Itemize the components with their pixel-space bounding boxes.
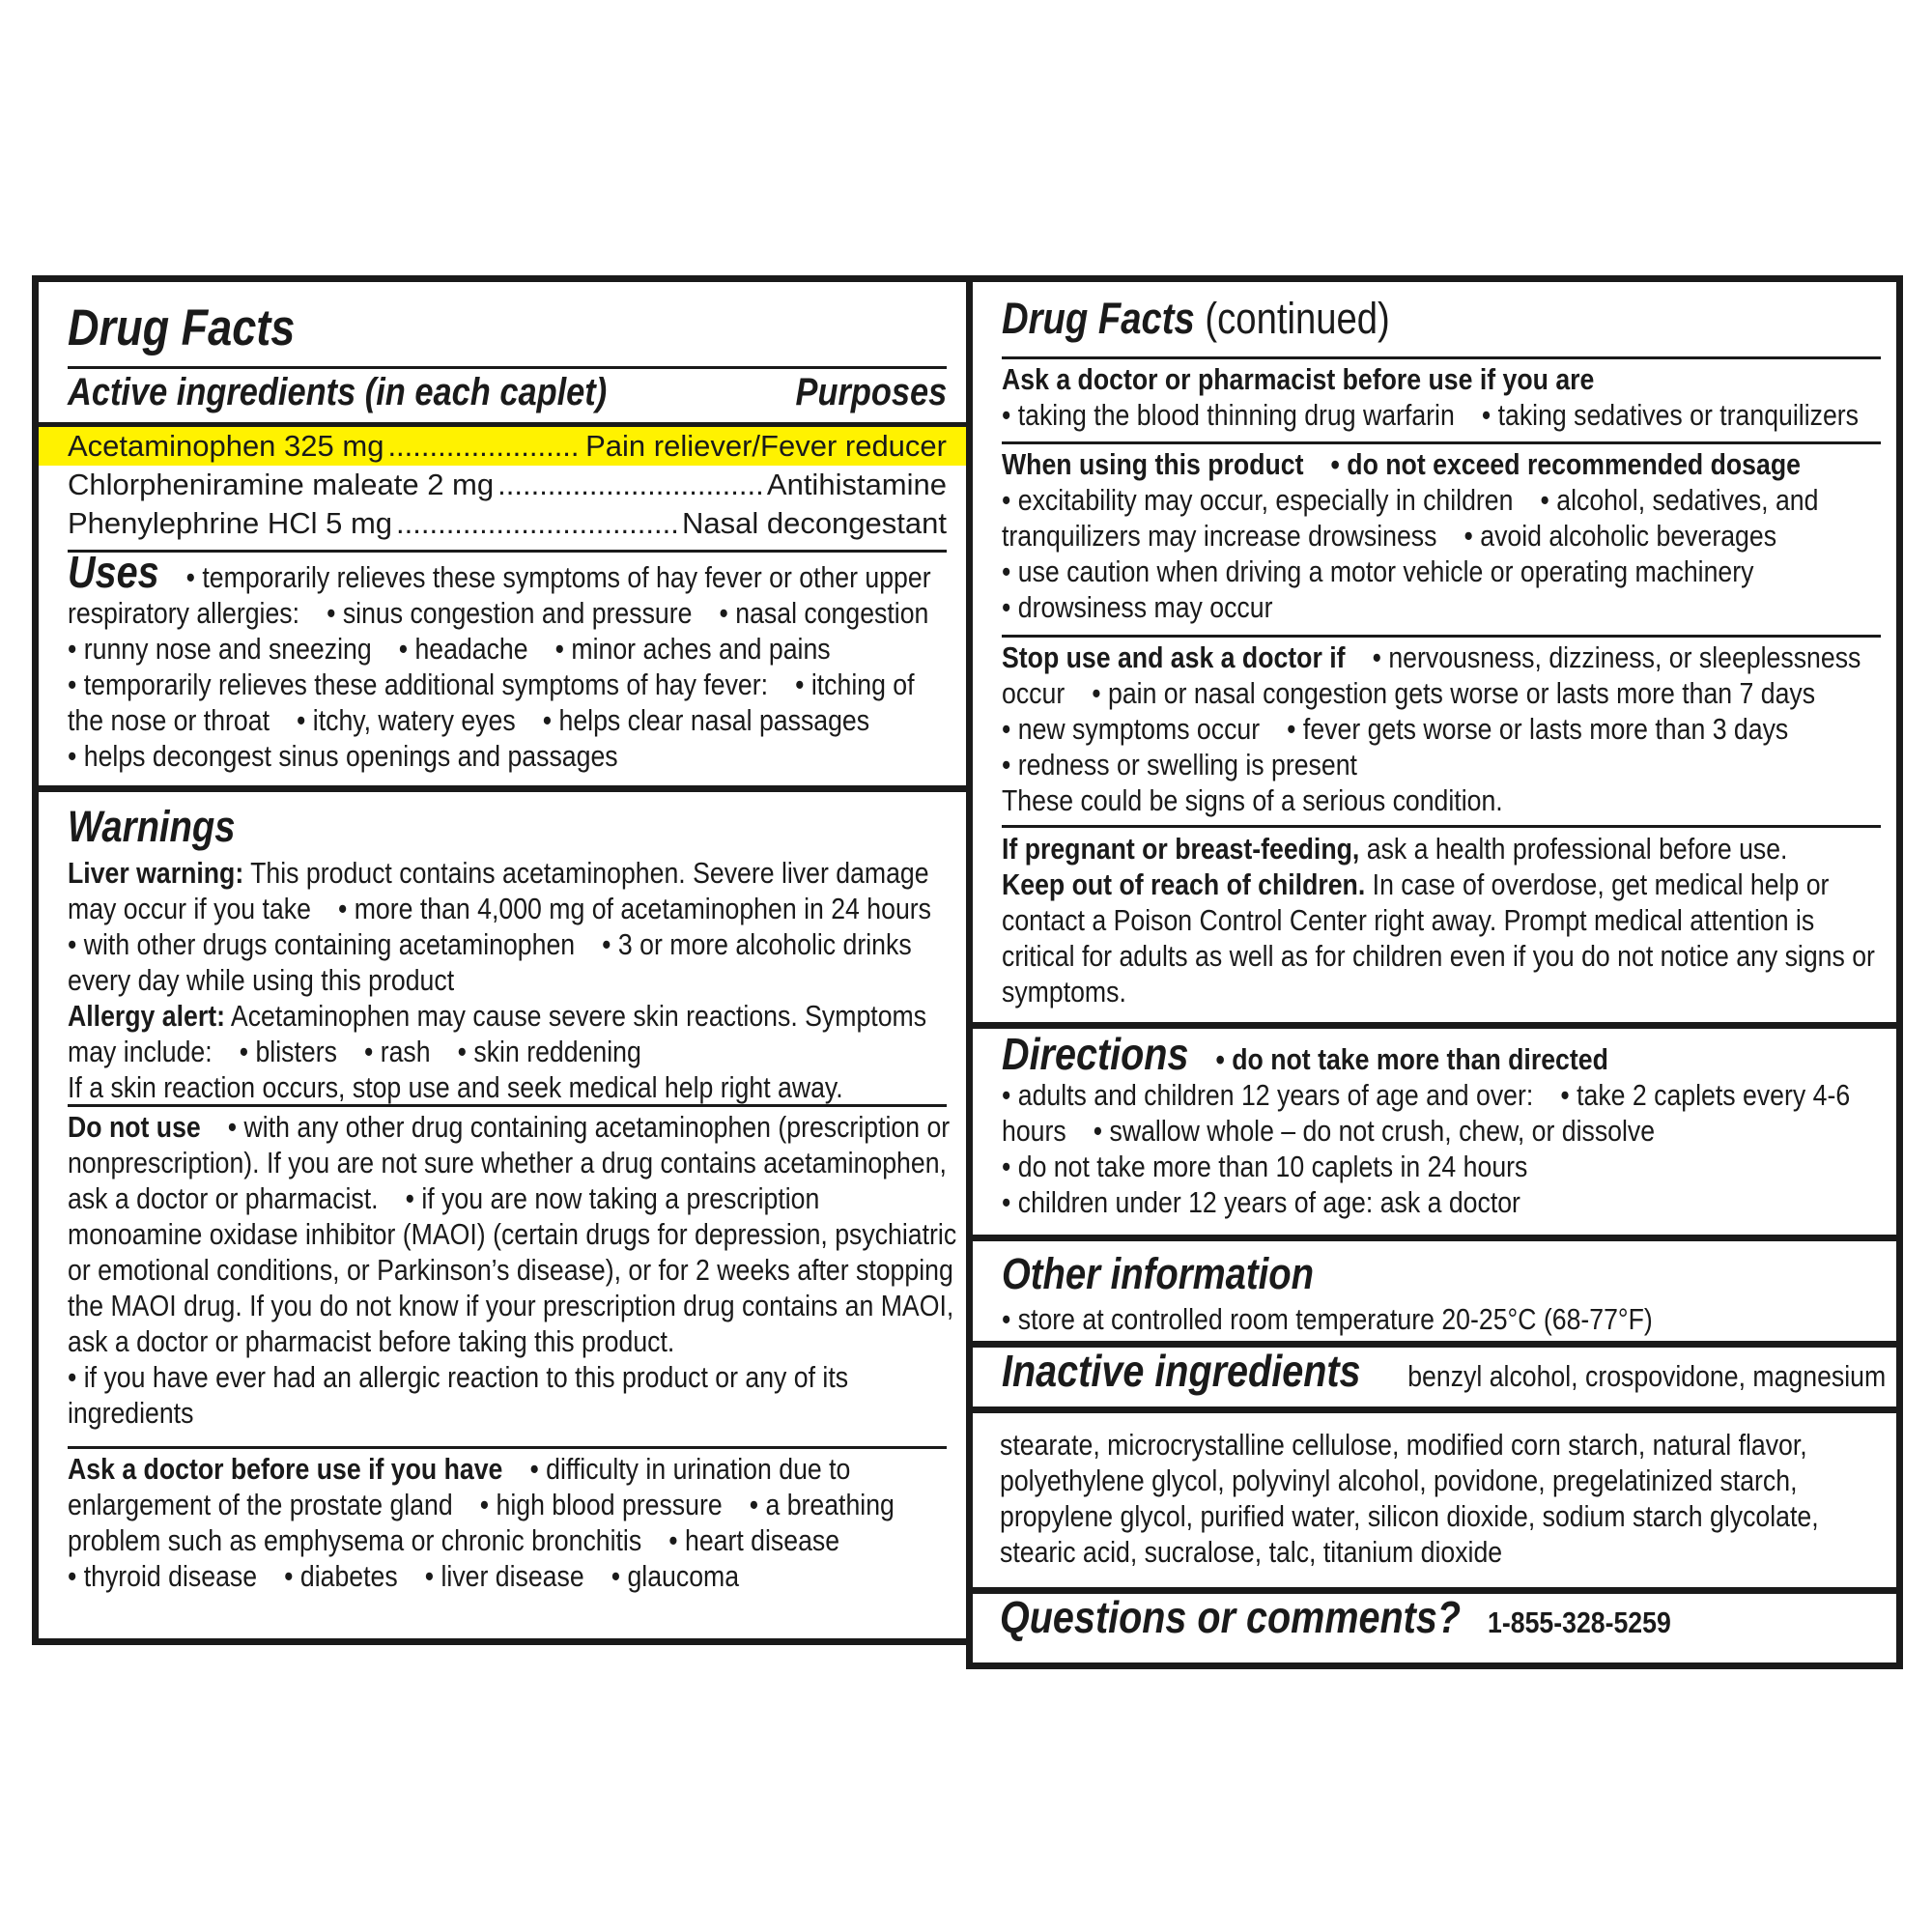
stop-use-label: Stop use and ask a doctor if	[1002, 640, 1346, 674]
do-not-use-label: Do not use	[68, 1110, 201, 1144]
warning-item: • pain or nasal congestion gets worse or lasts more than 7 days	[1092, 676, 1815, 710]
warning-item: • with any other drug containing acetaminophen (prescription or nonprescription). If you are not sure whether a drug contains acetaminophen, ask a doctor or pharmacist.	[68, 1110, 950, 1215]
ask-doctor-section	[68, 1451, 956, 1594]
divider	[68, 550, 947, 553]
warning-item: • 3 or more alcoholic drinks every day while using this product	[68, 927, 912, 997]
warning-item: • do not exceed recommended dosage	[1331, 447, 1801, 481]
questions-title: Questions or comments?	[1000, 1592, 1462, 1642]
direction-item: • take 2 caplets every 4-6 hours	[1002, 1078, 1850, 1148]
allergy-alert	[68, 998, 956, 1105]
ingredient-row	[39, 427, 967, 466]
divider	[68, 1446, 947, 1449]
pregnancy-label: If pregnant or breast-feeding,	[1002, 832, 1360, 866]
uses-item: • headache	[399, 632, 528, 666]
serious-condition-note: These could be signs of a serious condition.	[1002, 783, 1503, 817]
uses-item: • temporarily relieves these additional symptoms of hay fever:	[68, 668, 768, 701]
purposes-header: Purposes	[795, 371, 947, 413]
other-info-panel	[966, 1235, 1903, 1348]
continued-label: (continued)	[1205, 294, 1390, 343]
other-info-title: Other information	[1002, 1249, 1314, 1298]
allergy-alert-label: Allergy alert:	[68, 999, 225, 1033]
divider	[68, 1104, 947, 1107]
allergy-alert-text: Acetaminophen may cause severe skin reactions. Symptoms may include:	[68, 999, 927, 1068]
allergy-alert-text: If a skin reaction occurs, stop use and seek medical help right away.	[68, 1070, 843, 1104]
left-top-panel	[32, 275, 974, 792]
warning-item: • nervousness, dizziness, or sleeplessness occur	[1002, 640, 1861, 710]
divider	[1002, 825, 1881, 828]
active-ingredients-header: Active ingredients (in each caplet)	[68, 371, 608, 413]
ingredient-purpose: Antihistamine	[766, 468, 947, 501]
when-using-label: When using this product	[1002, 447, 1304, 481]
warning-item: • if you have ever had an allergic reaction to this product or any of its ingredients	[68, 1360, 848, 1430]
ask-pharmacist-section	[1002, 361, 1890, 433]
directions-section	[1002, 1029, 1890, 1220]
uses-item: • nasal congestion	[720, 596, 929, 630]
uses-item: • minor aches and pains	[555, 632, 831, 666]
when-using-section	[1002, 446, 1890, 625]
direction-item: • adults and children 12 years of age and over:	[1002, 1078, 1533, 1112]
other-info-item: • store at controlled room temperature 20-25°C (68-77°F)	[1002, 1302, 1653, 1336]
warning-item: • heart disease	[668, 1523, 839, 1557]
ingredient-row	[39, 466, 967, 504]
right-continued-panel	[966, 275, 1903, 1029]
uses-item: • helps decongest sinus openings and passages	[68, 739, 618, 773]
warning-item: • avoid alcoholic beverages	[1463, 519, 1776, 553]
warning-item: • with other drugs containing acetaminophen	[68, 927, 575, 961]
pregnancy-text: ask a health professional before use.	[1366, 832, 1788, 866]
uses-item: • sinus congestion and pressure	[327, 596, 692, 630]
warning-item: • fever gets worse or lasts more than 3 days	[1287, 712, 1788, 746]
uses-item: • itching of the nose or throat	[68, 668, 915, 737]
uses-item: • itchy, watery eyes	[297, 703, 516, 737]
uses-item: • helps clear nasal passages	[543, 703, 869, 737]
do-not-use-section	[68, 1109, 956, 1431]
drug-facts-title: Drug Facts	[68, 299, 296, 356]
ask-doctor-label: Ask a doctor before use if you have	[68, 1452, 503, 1486]
drug-facts-title: Drug Facts	[1002, 294, 1195, 343]
keep-out-text: In case of overdose, get medical help or contact a Poison Control Center right away. Prompt medical attention is critical for adults as well as for children even if you do not notice any signs or symptoms.	[1002, 867, 1875, 1009]
directions-panel	[966, 1022, 1903, 1241]
ingredient-purpose: Nasal decongestant	[681, 506, 947, 540]
inactive-header-panel	[966, 1341, 1903, 1413]
warning-item: • diabetes	[284, 1559, 398, 1593]
ask-pharmacist-label: Ask a doctor or pharmacist before use if you are	[1002, 362, 1595, 396]
inactive-header	[1002, 1346, 1890, 1396]
warning-item: • drowsiness may occur	[1002, 590, 1272, 624]
warning-item: • taking the blood thinning drug warfarin	[1002, 398, 1455, 432]
ingredient-name: Acetaminophen 325 mg	[68, 429, 384, 463]
warning-item: • skin reddening	[458, 1035, 641, 1068]
other-info-text-wrap	[1002, 1301, 1890, 1337]
direction-item: • swallow whole – do not crush, chew, or dissolve	[1094, 1114, 1655, 1148]
inactive-title: Inactive ingredients	[1002, 1346, 1361, 1396]
keep-out-label: Keep out of reach of children.	[1002, 867, 1366, 901]
stop-use-section	[1002, 639, 1890, 818]
questions-row	[1000, 1592, 1889, 1642]
directions-title: Directions	[1002, 1029, 1189, 1079]
warning-item: • new symptoms occur	[1002, 712, 1260, 746]
warning-item: • a breathing problem such as emphysema or chronic bronchitis	[68, 1488, 895, 1557]
questions-panel	[966, 1587, 1903, 1669]
direction-item: • do not take more than directed	[1216, 1042, 1608, 1076]
warning-item: • thyroid disease	[68, 1559, 257, 1593]
liver-warning-label: Liver warning:	[68, 856, 244, 890]
divider	[68, 366, 947, 369]
direction-item: • children under 12 years of age: ask a doctor	[1002, 1185, 1520, 1219]
inactive-text: stearate, microcrystalline cellulose, modified corn starch, natural flavor, polyethylene glycol, polyvinyl alcohol, povidone, pregelatinized starch, propylene glycol, purified water, silicon dioxide, sodium starch glycolate, stearic acid, sucralose, talc, titanium dioxide	[1000, 1428, 1819, 1569]
warning-item: • use caution when driving a motor vehicle or operating machinery	[1002, 554, 1753, 588]
inactive-list-panel	[966, 1406, 1903, 1594]
liver-warning	[68, 855, 956, 998]
warning-item: • rash	[364, 1035, 431, 1068]
ingredient-row	[39, 504, 967, 543]
ingredient-name: Phenylephrine HCl 5 mg	[68, 506, 393, 540]
inactive-list	[1000, 1427, 1889, 1570]
warning-item: • taking sedatives or tranquilizers	[1482, 398, 1859, 432]
direction-item: • do not take more than 10 caplets in 24 hours	[1002, 1150, 1527, 1183]
warning-item: • alcohol, sedatives, and tranquilizers may increase drowsiness	[1002, 483, 1818, 553]
warning-item: • more than 4,000 mg of acetaminophen in 24 hours	[338, 892, 931, 925]
pregnancy-section	[1002, 831, 1890, 1009]
warning-item: • if you are now taking a prescription monoamine oxidase inhibitor (MAOI) (certain drugs for depression, psychiatric or emotional conditions, or Parkinson’s disease), or for 2 weeks after stopping the MAOI drug. If you do not know if your prescription drug contains an MAOI, ask a doctor or pharmacist before taking this product.	[68, 1181, 956, 1358]
uses-title: Uses	[68, 547, 159, 597]
left-warnings-panel	[32, 785, 974, 1645]
warning-item: • blisters	[240, 1035, 337, 1068]
uses-item: • runny nose and sneezing	[68, 632, 372, 666]
divider	[1002, 635, 1881, 638]
phone-number: 1-855-328-5259	[1488, 1605, 1671, 1639]
warning-item: • redness or swelling is present	[1002, 748, 1357, 781]
divider	[1002, 356, 1881, 359]
drug-facts-continued-title	[1002, 294, 1390, 344]
ingredient-purpose: Pain reliever/Fever reducer	[585, 429, 947, 463]
warning-item: • excitability may occur, especially in children	[1002, 483, 1513, 517]
warning-item: • glaucoma	[611, 1559, 739, 1593]
uses-item: • temporarily relieves these symptoms of hay fever or other upper respiratory allergies:	[68, 560, 931, 630]
warning-item: • high blood pressure	[480, 1488, 723, 1521]
warning-item: • difficulty in urination due to enlargement of the prostate gland	[68, 1452, 850, 1521]
warning-item: • liver disease	[425, 1559, 584, 1593]
divider	[1002, 441, 1881, 444]
liver-warning-text: This product contains acetaminophen. Severe liver damage may occur if you take	[68, 856, 929, 925]
inactive-text: benzyl alcohol, crospovidone, magnesium	[1407, 1359, 1887, 1393]
uses-section	[68, 547, 956, 774]
warnings-title: Warnings	[68, 802, 236, 851]
ingredient-name: Chlorpheniramine maleate 2 mg	[68, 468, 495, 501]
